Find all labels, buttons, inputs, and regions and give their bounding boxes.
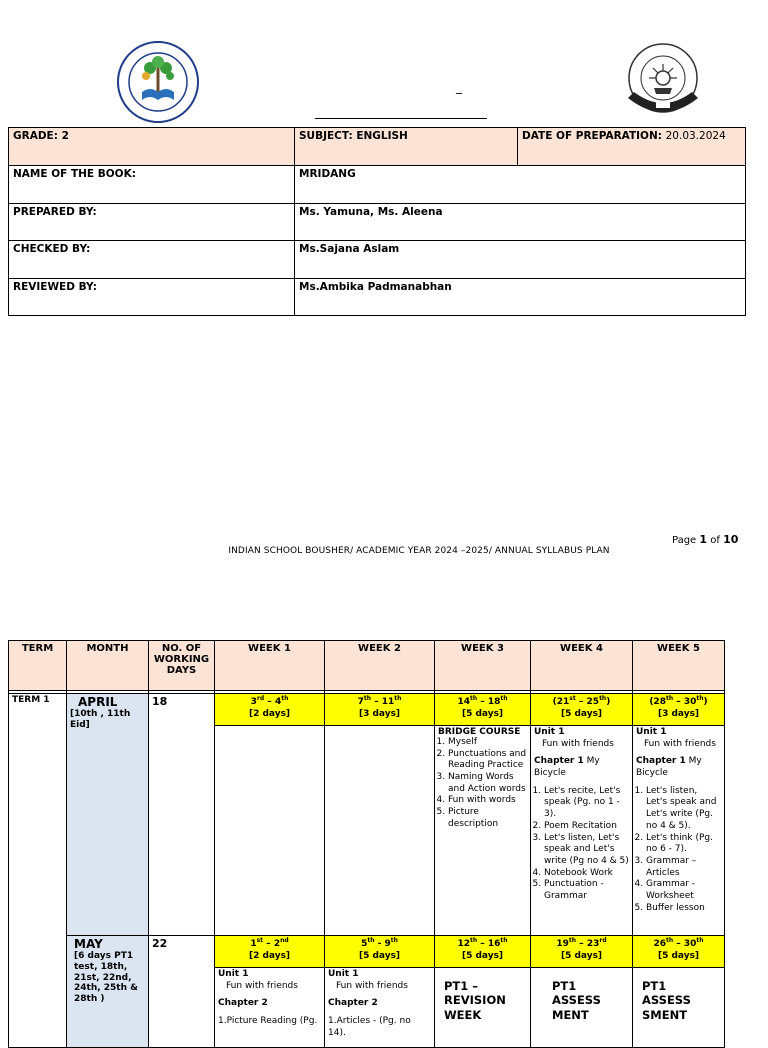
page-of: of xyxy=(710,535,720,546)
list-item: 1. Myself xyxy=(448,737,527,749)
info-row xyxy=(9,203,746,241)
list-item: 5. Punctuation - Grammar xyxy=(544,879,629,902)
working-days: 18 xyxy=(149,694,215,936)
info-row xyxy=(9,241,746,279)
list-item: 3. Let's listen, Let's speak and Let's write (Pg no 4 & 5) xyxy=(544,833,629,868)
book-label: NAME OF THE BOOK: xyxy=(9,166,295,204)
list-item: 5. Buffer lesson xyxy=(646,903,721,915)
bridge-course-list xyxy=(438,737,527,831)
info-row xyxy=(9,128,746,166)
week-dates: (21st – 25th) [5 days] xyxy=(531,694,633,726)
document-info-table xyxy=(8,127,746,316)
april-dates-row xyxy=(9,694,725,726)
page-number xyxy=(672,533,738,546)
list-item: 1.Picture Reading (Pg. xyxy=(218,1016,321,1028)
prepared-value: Ms. Yamuna, Ms. Aleena xyxy=(295,203,746,241)
bridge-course-title: BRIDGE COURSE xyxy=(438,727,527,737)
header-week-1: WEEK 1 xyxy=(215,641,325,691)
date-cell xyxy=(518,128,746,166)
week-dates: (28th – 30th) [3 days] xyxy=(633,694,725,726)
footer-text: INDIAN SCHOOL BOUSHER/ ACADEMIC YEAR 2024 –2025/ ANNUAL SYLLABUS PLAN xyxy=(0,546,768,556)
list-item: 1. Let's listen, Let's speak and Let's write (Pg. no 4 & 5). xyxy=(646,786,721,833)
list-item: 3. Naming Words and Action words xyxy=(448,772,527,795)
chapter-line: Chapter 1 My Bicycle xyxy=(534,756,629,779)
chapter-line: Chapter 2 xyxy=(218,998,321,1010)
week-content xyxy=(325,968,435,1048)
title-dash: _ xyxy=(456,80,462,94)
term-cell: TERM 1 xyxy=(9,694,67,1048)
chapter-line: Chapter 1 My Bicycle xyxy=(636,756,721,779)
month-may xyxy=(67,936,149,1048)
list-item: 4. Notebook Work xyxy=(544,868,629,880)
page-total: 10 xyxy=(723,533,738,546)
assessment-label: PT1 ASSESS MENT xyxy=(534,969,629,1022)
month-april xyxy=(67,694,149,936)
grade-cell: GRADE: 2 xyxy=(9,128,295,166)
week-dates: 12th – 16th [5 days] xyxy=(435,936,531,968)
reviewed-label: REVIEWED BY: xyxy=(9,278,295,316)
header-month: MONTH xyxy=(67,641,149,691)
list-item: 4. Fun with words xyxy=(448,795,527,807)
week-dates: 5th - 9th [5 days] xyxy=(325,936,435,968)
week-dates: 14th – 18th [5 days] xyxy=(435,694,531,726)
working-days: 22 xyxy=(149,936,215,1048)
assessment-label: PT1 ASSESS SMENT xyxy=(636,969,721,1022)
info-row xyxy=(9,278,746,316)
reviewed-value: Ms.Ambika Padmanabhan xyxy=(295,278,746,316)
may-dates-row xyxy=(9,936,725,968)
revision-week-label: PT1 – REVISION WEEK xyxy=(438,969,527,1022)
activity-list xyxy=(534,786,629,903)
header-row xyxy=(9,641,725,691)
header-week-3: WEEK 3 xyxy=(435,641,531,691)
week-content xyxy=(325,726,435,936)
week-dates: 3rd – 4th [2 days] xyxy=(215,694,325,726)
subject-cell: SUBJECT: ENGLISH xyxy=(295,128,518,166)
list-item: 3. Grammar – Articles xyxy=(646,856,721,879)
list-item: 2. Poem Recitation xyxy=(544,821,629,833)
month-name: MAY xyxy=(70,937,145,951)
unit-title: Unit 1 xyxy=(218,969,321,981)
week-dates: 19th – 23rd [5 days] xyxy=(531,936,633,968)
prepared-label: PREPARED BY: xyxy=(9,203,295,241)
page-prefix: Page xyxy=(672,535,696,546)
unit-name: Fun with friends xyxy=(534,739,629,751)
week-content xyxy=(633,968,725,1048)
list-item: 2. Punctuations and Reading Practice xyxy=(448,749,527,772)
list-item: 5. Picture description xyxy=(448,807,527,830)
page-current: 1 xyxy=(699,533,707,546)
unit-title: Unit 1 xyxy=(534,727,629,739)
week-dates: 7th – 11th [3 days] xyxy=(325,694,435,726)
week-dates: 26th – 30th [5 days] xyxy=(633,936,725,968)
week-content xyxy=(215,968,325,1048)
list-item: 1. Let's recite, Let's speak (Pg. no 1 - 3). xyxy=(544,786,629,821)
list-item: 1.Articles - (Pg. no 14). xyxy=(328,1016,431,1039)
week-content xyxy=(435,726,531,936)
header-week-4: WEEK 4 xyxy=(531,641,633,691)
date-label: DATE OF PREPARATION: xyxy=(522,130,662,142)
unit-name: Fun with friends xyxy=(218,981,321,993)
activity-list xyxy=(636,786,721,915)
week-content xyxy=(215,726,325,936)
week-content xyxy=(531,968,633,1048)
info-row xyxy=(9,166,746,204)
syllabus-plan-table xyxy=(8,640,725,1048)
school-logo xyxy=(116,40,200,124)
cbse-logo xyxy=(622,40,704,122)
week-content xyxy=(633,726,725,936)
unit-name: Fun with friends xyxy=(328,981,431,993)
header-term: TERM xyxy=(9,641,67,691)
unit-title: Unit 1 xyxy=(636,727,721,739)
week-content xyxy=(435,968,531,1048)
header-week-5: WEEK 5 xyxy=(633,641,725,691)
list-item: 2. Let's think (Pg. no 6 - 7). xyxy=(646,833,721,856)
checked-label: CHECKED BY: xyxy=(9,241,295,279)
list-item: 4. Grammar - Worksheet xyxy=(646,879,721,902)
date-value: 20.03.2024 xyxy=(666,130,726,142)
checked-value: Ms.Sajana Aslam xyxy=(295,241,746,279)
header-week-2: WEEK 2 xyxy=(325,641,435,691)
unit-name: Fun with friends xyxy=(636,739,721,751)
month-note: [10th , 11th Eid] xyxy=(70,709,145,731)
month-name: APRIL xyxy=(70,695,145,709)
header-working-days: NO. OF WORKING DAYS xyxy=(149,641,215,691)
book-value: MRIDANG xyxy=(295,166,746,204)
month-note: [6 days PT1 test, 18th, 21st, 22nd, 24th, 25th & 28th ) xyxy=(70,951,145,1005)
week-dates: 1st – 2nd [2 days] xyxy=(215,936,325,968)
unit-title: Unit 1 xyxy=(328,969,431,981)
title-underline xyxy=(315,118,487,119)
chapter-line: Chapter 2 xyxy=(328,998,431,1010)
week-content xyxy=(531,726,633,936)
